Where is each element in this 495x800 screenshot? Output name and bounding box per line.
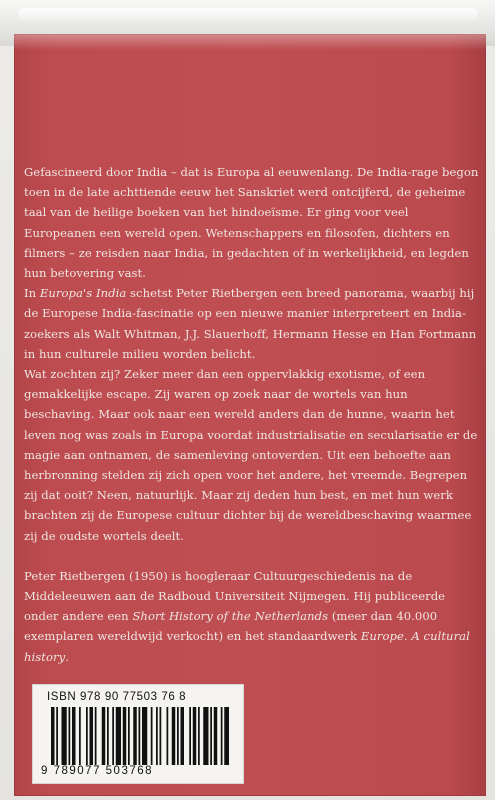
bio-part-1: Peter Rietbergen (1950) is hoogleraar Cultuurgeschiedenis na de Middeleeuwen aan de Radboud Universiteit Nijmegen. Hij publiceerde onder andere een xyxy=(24,568,446,624)
barcode-bar xyxy=(95,707,97,765)
barcode-bar xyxy=(72,707,76,765)
barcode-bar xyxy=(221,707,223,765)
barcode-bar xyxy=(193,707,197,765)
barcode-image xyxy=(49,707,229,765)
barcode-bar xyxy=(189,707,191,765)
barcode-bar xyxy=(62,707,67,765)
bio-part-3: . xyxy=(65,649,69,664)
barcode-bar xyxy=(203,707,208,765)
barcode-bar xyxy=(112,707,114,765)
cover-top-sheen xyxy=(14,34,486,50)
barcode-bar xyxy=(167,707,169,765)
bio-part-2: (meer dan 40.000 exemplaren wereldwijd verkocht) en het standaardwerk xyxy=(24,609,438,644)
barcode-bar xyxy=(214,707,218,765)
barcode-bar xyxy=(56,707,58,765)
barcode-bar xyxy=(160,707,162,765)
ean-digits: 9 789077 503768 xyxy=(41,765,154,777)
isbn-barcode-box xyxy=(32,684,244,784)
barcode-bar xyxy=(86,707,88,765)
para2-prefix: In xyxy=(24,286,40,301)
barcode-bar xyxy=(116,707,121,765)
barcode-bar xyxy=(156,707,158,765)
blurb-text xyxy=(24,162,480,667)
barcode-bar xyxy=(151,707,153,765)
barcode-bar xyxy=(51,707,55,765)
bio-italic-title-2: Europe. A cultural history xyxy=(24,629,470,664)
blurb-paragraph-3: Wat zochten zij? Zeker meer dan een oppervlakkig exotisme, of een gemakkelijke escape. Zij waren op zoek naar de wortels van hun beschaving. Maar ook naar een wereld anders dan de hunne, waarin het leven nog was zoals in Europa voordat industrialisatie en secularisatie er de magie aan ontnamen, de samenleving ontoverden. Uit een behoefte aan herbronning stelden zij zich open voor het andere, het vreemde. Begrepen zij dat ooit? Neen, natuurlijk. Maar zij deden hun best, en met hun werk brachten zij de Europese cultuur dichter bij de wereldbeschaving waarmee zij de oudste wortels deelt. xyxy=(24,367,478,543)
para2-body: schetst Peter Rietbergen een breed panorama, waarbij hij de Europese India-fascinatie op een nieuwe manier interpreteert en India-zoekers als Walt Whitman, J.J. Slauerhoff, Hermann Hesse en Han Fortmann in hun culturele milieu worden belicht. xyxy=(24,286,477,361)
isbn-label: ISBN 978 90 77503 76 8 xyxy=(47,691,187,703)
barcode-bar xyxy=(224,707,229,765)
book-back-cover xyxy=(14,34,486,796)
barcode-bar xyxy=(177,707,179,765)
barcode-bar xyxy=(172,707,176,765)
book-title-italic: Europa's India xyxy=(39,286,127,301)
barcode-bar xyxy=(133,707,137,765)
barcode-bar xyxy=(128,707,130,765)
blurb-paragraph-1: Gefascineerd door India – dat is Europa al eeuwenlang. De India-rage begon toen in de late achttiende eeuw het Sanskriet werd ontcijferd, de geheime taal van de heilige boeken van het hindoeïsme. Er ging voor veel Europeanen een wereld open. Wetenschappers en filosofen, dichters en filmers – ze reisden naar India, in gedachten of in werkelijkheid, en legden hun betovering vast. xyxy=(24,165,479,281)
shrink-wrap-shine xyxy=(18,8,478,22)
barcode-bar xyxy=(107,707,109,765)
bio-italic-title-1: Short History of the Netherlands xyxy=(132,609,329,624)
barcode-bar xyxy=(123,707,127,765)
barcode-bar xyxy=(210,707,212,765)
barcode-bar xyxy=(142,707,147,765)
barcode-bar xyxy=(181,707,185,765)
barcode-bar xyxy=(69,707,71,765)
barcode-bar xyxy=(102,707,106,765)
barcode-bar xyxy=(90,707,94,765)
barcode-bar xyxy=(139,707,141,765)
barcode-bar xyxy=(79,707,81,765)
barcode-bar xyxy=(198,707,200,765)
author-bio xyxy=(24,566,480,667)
blurb-paragraph-2 xyxy=(24,283,480,364)
